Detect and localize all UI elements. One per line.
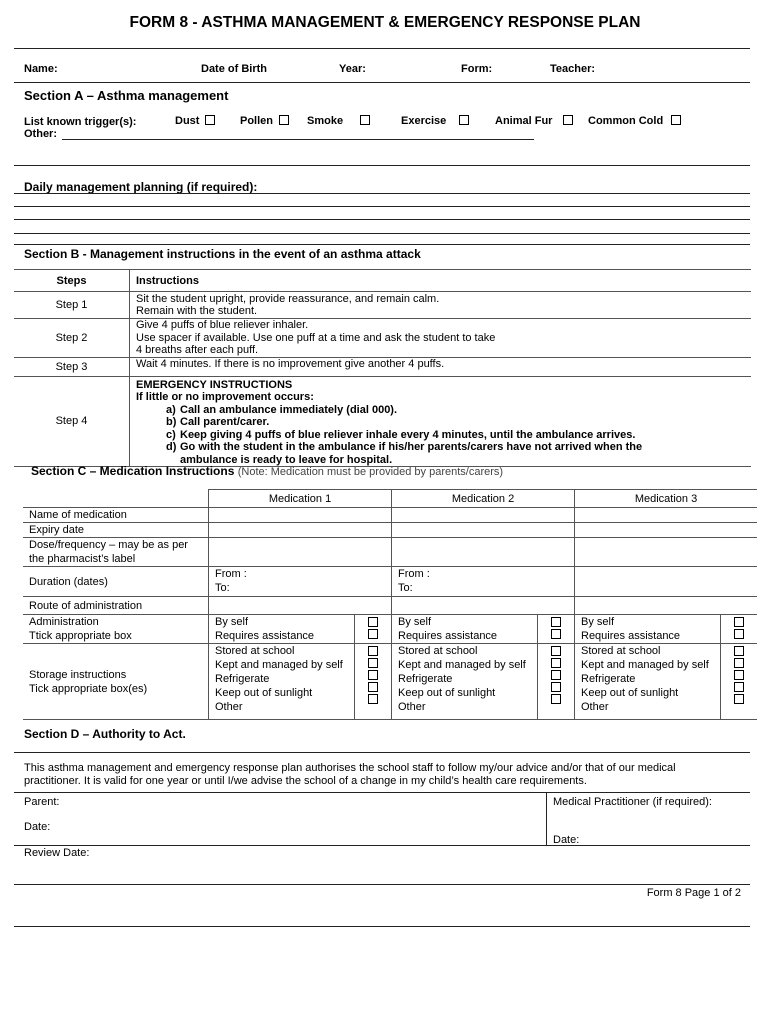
trigger-animal-fur[interactable] [495, 115, 573, 127]
table-row [14, 292, 751, 319]
emergency-item: c) Keep giving 4 puffs of blue reliever inhale every 4 minutes, until the ambulance arrives. [166, 428, 636, 441]
instructions-header: Instructions [130, 270, 752, 292]
checkbox[interactable] [551, 694, 561, 704]
medication-name-cell[interactable] [392, 508, 575, 523]
row-label: Route of administration [23, 597, 209, 615]
medication-name-cell[interactable] [209, 508, 392, 523]
checkbox[interactable] [459, 115, 469, 125]
table-row [23, 567, 757, 597]
signature-divider [546, 792, 547, 845]
trigger-common-cold[interactable] [588, 115, 681, 127]
checkbox[interactable] [551, 617, 561, 627]
checkbox[interactable] [368, 658, 378, 668]
page-title: FORM 8 - ASTHMA MANAGEMENT & EMERGENCY RESPONSE PLAN [129, 14, 641, 31]
admin-options: By self Requires assistance [209, 615, 355, 644]
duration-cell[interactable]: From : To: [392, 567, 575, 597]
divider [14, 926, 750, 927]
checkbox[interactable] [563, 115, 573, 125]
divider [14, 845, 750, 846]
divider [14, 884, 750, 885]
table-row [23, 508, 757, 523]
table-row [23, 538, 757, 567]
writing-line[interactable] [14, 206, 750, 207]
section-a-heading: Section A – Asthma management [24, 88, 229, 103]
storage-checkboxes [721, 644, 758, 720]
admin-checkboxes [721, 615, 758, 644]
expiry-cell[interactable] [392, 523, 575, 538]
checkbox[interactable] [734, 646, 744, 656]
storage-checkboxes [538, 644, 575, 720]
checkbox[interactable] [368, 629, 378, 639]
trigger-label: Pollen [240, 115, 274, 127]
emergency-item: a) Call an ambulance immediately (dial 000). [166, 403, 398, 416]
storage-checkboxes [355, 644, 392, 720]
admin-checkboxes [538, 615, 575, 644]
checkbox[interactable] [551, 629, 561, 639]
emergency-item: b) Call parent/carer. [166, 416, 270, 428]
step-label: Step 2 [14, 319, 130, 358]
checkbox[interactable] [368, 670, 378, 680]
checkbox[interactable] [734, 670, 744, 680]
emergency-title: EMERGENCY INSTRUCTIONS [136, 378, 293, 391]
section-b-heading: Section B - Management instructions in the event of an asthma attack [24, 247, 421, 261]
medication-col-3: Medication 3 [575, 490, 758, 508]
medication-table [23, 489, 757, 720]
checkbox[interactable] [368, 646, 378, 656]
review-date-label: Review Date: [24, 847, 90, 859]
trigger-label: Common Cold [588, 115, 664, 127]
table-row [14, 319, 751, 358]
dose-cell[interactable] [392, 538, 575, 567]
table-row [23, 644, 757, 720]
medication-name-cell[interactable] [575, 508, 758, 523]
admin-options: By self Requires assistance [392, 615, 538, 644]
divider [14, 752, 750, 753]
medication-col-1: Medication 1 [209, 490, 392, 508]
step-label: Step 4 [14, 376, 130, 467]
trigger-label: Smoke [307, 115, 344, 127]
table-row [23, 615, 757, 644]
storage-options: Stored at school Kept and managed by self Refrigerate Keep out of sunlight Other [575, 644, 721, 720]
step-instructions: Give 4 puffs of blue reliever inhaler. Use spacer if available. Use one puff at a time and ask the student to take 4 breaths after each puff. [130, 319, 752, 358]
dob-label: Date of Birth [201, 63, 267, 75]
teacher-label: Teacher: [550, 63, 596, 75]
writing-line[interactable] [14, 219, 750, 220]
duration-cell[interactable] [575, 567, 758, 597]
checkbox[interactable] [734, 629, 744, 639]
writing-line[interactable] [14, 193, 750, 194]
row-label: Name of medication [23, 508, 209, 523]
checkbox[interactable] [551, 658, 561, 668]
date-label: Date: [553, 834, 580, 846]
section-c-note: (Note: Medication must be provided by parents/carers) [237, 466, 504, 478]
divider [14, 48, 750, 49]
emergency-subtitle: If little or no improvement occurs: [136, 391, 314, 403]
route-cell[interactable] [575, 597, 758, 615]
checkbox[interactable] [360, 115, 370, 125]
dose-cell[interactable] [575, 538, 758, 567]
other-line[interactable] [62, 139, 534, 140]
checkbox[interactable] [368, 694, 378, 704]
divider [14, 244, 750, 245]
divider [14, 82, 750, 83]
trigger-label: Animal Fur [495, 115, 553, 127]
table-row [14, 376, 751, 467]
row-label: Storage instructions Tick appropriate box(es) [23, 644, 209, 720]
date-label: Date: [24, 821, 51, 833]
row-label: Duration (dates) [23, 567, 209, 597]
checkbox[interactable] [205, 115, 215, 125]
writing-line[interactable] [14, 233, 750, 234]
checkbox[interactable] [734, 658, 744, 668]
table-row [14, 357, 751, 376]
storage-options: Stored at school Kept and managed by self Refrigerate Keep out of sunlight Other [392, 644, 538, 720]
daily-management-label: Daily management planning (if required): [24, 180, 258, 194]
section-d-heading: Section D – Authority to Act. [24, 727, 186, 741]
checkbox[interactable] [279, 115, 289, 125]
parent-label: Parent: [24, 796, 60, 808]
checkbox[interactable] [368, 682, 378, 692]
trigger-exercise[interactable] [401, 115, 469, 127]
route-cell[interactable] [392, 597, 575, 615]
table-row [23, 597, 757, 615]
step-instructions: Wait 4 minutes. If there is no improvement give another 4 puffs. [130, 357, 752, 376]
triggers-label: List known trigger(s): [24, 116, 137, 128]
emergency-item: d) Go with the student in the ambulance if his/her parents/carers have not arrived when the ambulance is ready to leave for hospital. [166, 441, 643, 466]
step-label: Step 1 [14, 292, 130, 319]
instructions-table [14, 269, 751, 467]
step-label: Step 3 [14, 357, 130, 376]
admin-options: By self Requires assistance [575, 615, 721, 644]
table-row [23, 523, 757, 538]
step-instructions: Sit the student upright, provide reassurance, and remain calm. Remain with the student. [130, 292, 752, 319]
checkbox[interactable] [671, 115, 681, 125]
emergency-instructions [130, 376, 752, 467]
section-c-heading: Section C – Medication Instructions (Note: Medication must be provided by parents/carers) [31, 464, 504, 478]
expiry-cell[interactable] [575, 523, 758, 538]
checkbox[interactable] [551, 646, 561, 656]
duration-cell[interactable]: From : To: [209, 567, 392, 597]
authority-text: This asthma management and emergency response plan authorises the school staff to follow my/our advice and/or that of our medical practitioner. It is valid for one year or until I/we advise the school of a change in my child’s health care requirements. [24, 762, 676, 787]
admin-checkboxes [355, 615, 392, 644]
storage-options: Stored at school Kept and managed by self Refrigerate Keep out of sunlight Other [209, 644, 355, 720]
steps-header: Steps [14, 270, 130, 292]
checkbox[interactable] [734, 694, 744, 704]
route-cell[interactable] [209, 597, 392, 615]
dose-cell[interactable] [209, 538, 392, 567]
checkbox[interactable] [551, 682, 561, 692]
checkbox[interactable] [734, 617, 744, 627]
form-label: Form: [461, 63, 493, 75]
trigger-pollen[interactable] [240, 115, 289, 127]
checkbox[interactable] [368, 617, 378, 627]
checkbox[interactable] [551, 670, 561, 680]
name-label: Name: [24, 63, 58, 75]
row-label: Expiry date [23, 523, 209, 538]
trigger-dust[interactable] [175, 115, 215, 127]
trigger-smoke[interactable] [307, 115, 370, 127]
divider [14, 792, 750, 793]
expiry-cell[interactable] [209, 523, 392, 538]
trigger-label: Dust [175, 115, 200, 127]
other-label: Other: [24, 128, 57, 140]
divider [14, 165, 750, 166]
row-label: Administration Ttick appropriate box [23, 615, 209, 644]
medication-col-2: Medication 2 [392, 490, 575, 508]
page-footer: Form 8 Page 1 of 2 [646, 887, 741, 899]
year-label: Year: [339, 63, 366, 75]
row-label: Dose/frequency – may be as per the pharmacist’s label [23, 538, 209, 567]
trigger-label: Exercise [401, 115, 447, 127]
practitioner-label: Medical Practitioner (if required): [553, 796, 712, 808]
checkbox[interactable] [734, 682, 744, 692]
